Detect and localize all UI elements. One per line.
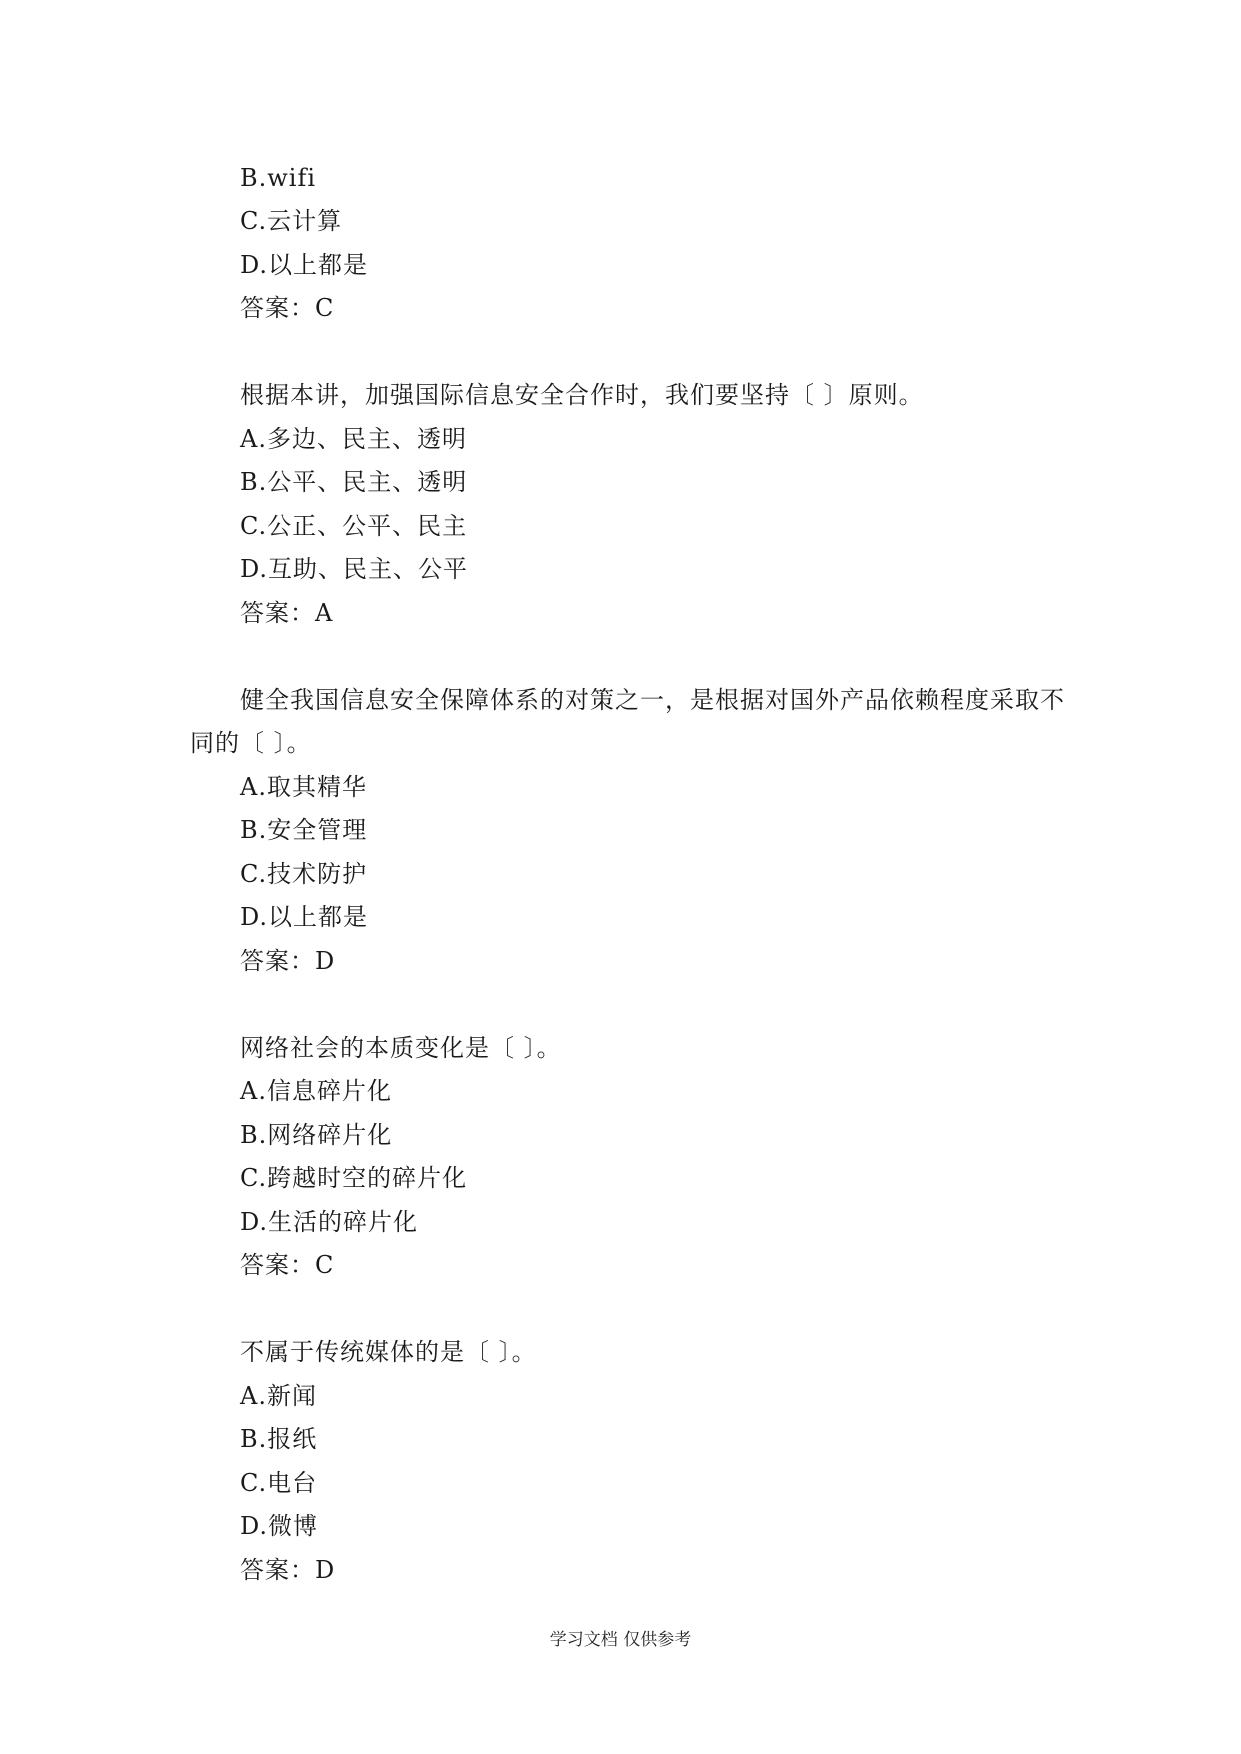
- option-c: C.云计算: [240, 207, 343, 235]
- option-c: C.跨越时空的碎片化: [240, 1164, 468, 1192]
- question-text: 根据本讲，加强国际信息安全合作时，我们要坚持〔 〕原则。: [240, 381, 924, 409]
- question-text-line-2: 同的〔 〕。: [190, 729, 312, 757]
- option-b: B.网络碎片化: [240, 1121, 393, 1149]
- option-d: D.生活的碎片化: [240, 1208, 419, 1236]
- question-text-line-1: 健全我国信息安全保障体系的对策之一，是根据对国外产品依赖程度采取不: [240, 686, 1065, 714]
- option-c: C.公正、公平、民主: [240, 512, 468, 540]
- option-b: B.报纸: [240, 1425, 318, 1453]
- option-d: D.微博: [240, 1512, 319, 1540]
- answer-line: 答案：C: [240, 1251, 335, 1279]
- answer-line: 答案：C: [240, 294, 335, 322]
- option-c: C.技术防护: [240, 860, 368, 888]
- question-text: 不属于传统媒体的是〔 〕。: [240, 1338, 537, 1366]
- option-d: D.以上都是: [240, 903, 369, 931]
- option-b: B.公平、民主、透明: [240, 468, 468, 496]
- option-a: A.信息碎片化: [240, 1077, 392, 1105]
- option-d: D.以上都是: [240, 251, 369, 279]
- option-c: C.电台: [240, 1469, 318, 1497]
- question-text: 网络社会的本质变化是〔 〕。: [240, 1034, 562, 1062]
- option-b: B.安全管理: [240, 816, 368, 844]
- option-b: B.wifi: [240, 164, 317, 192]
- option-a: A.新闻: [240, 1382, 317, 1410]
- option-a: A.取其精华: [240, 773, 367, 801]
- answer-line: 答案：D: [240, 947, 336, 975]
- answer-line: 答案：A: [240, 599, 334, 627]
- option-d: D.互助、民主、公平: [240, 555, 469, 583]
- page-footer: 学习文档 仅供参考: [549, 1630, 692, 1650]
- answer-line: 答案：D: [240, 1556, 336, 1584]
- option-a: A.多边、民主、透明: [240, 425, 467, 453]
